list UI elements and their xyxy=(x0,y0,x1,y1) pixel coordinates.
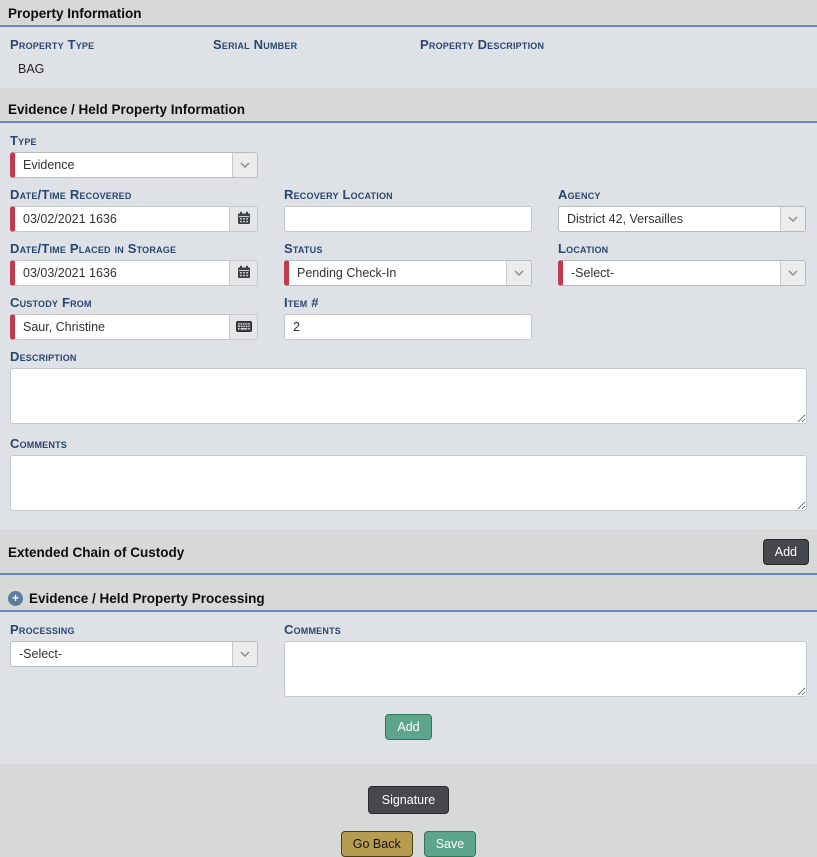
date-storage-field xyxy=(10,241,258,286)
property-info-panel xyxy=(0,27,817,88)
evidence-info-title: Evidence / Held Property Information xyxy=(8,102,246,117)
property-info-header xyxy=(0,0,817,27)
processing-comments-field xyxy=(284,622,807,700)
type-field xyxy=(10,133,258,178)
description-field xyxy=(10,349,807,427)
status-select[interactable] xyxy=(284,260,532,286)
calendar-icon xyxy=(237,265,251,282)
go-back-button[interactable]: Go Back xyxy=(341,831,413,857)
keyboard-icon xyxy=(236,320,252,335)
type-label: Type xyxy=(10,133,37,148)
evidence-info-panel xyxy=(0,123,817,529)
recovery-location-input[interactable] xyxy=(284,206,532,232)
custody-from-input[interactable] xyxy=(10,314,230,340)
type-select[interactable] xyxy=(10,152,258,178)
chevron-down-icon xyxy=(780,261,805,285)
location-select[interactable] xyxy=(558,260,806,286)
processing-section xyxy=(0,585,817,764)
property-description-value xyxy=(420,56,807,80)
comments-label: Comments xyxy=(10,436,67,451)
date-storage-calendar-button[interactable] xyxy=(230,260,258,286)
agency-select-value: District 42, Versailles xyxy=(567,212,684,226)
property-info-section xyxy=(0,0,817,88)
processing-title: Evidence / Held Property Processing xyxy=(29,591,265,606)
agency-field xyxy=(558,187,806,232)
recovery-location-label: Recovery Location xyxy=(284,187,393,202)
processing-panel xyxy=(0,612,817,764)
date-recovered-input[interactable] xyxy=(10,206,230,232)
item-number-label: Item # xyxy=(284,295,319,310)
processing-field xyxy=(10,622,258,700)
processing-select-value: -Select- xyxy=(19,647,63,661)
chevron-down-icon xyxy=(780,207,805,231)
custody-from-field xyxy=(10,295,258,340)
custody-from-lookup-button[interactable] xyxy=(230,314,258,340)
processing-label: Processing xyxy=(10,622,75,637)
property-info-title: Property Information xyxy=(8,6,142,21)
comments-field xyxy=(10,436,807,514)
chevron-down-icon xyxy=(232,153,257,177)
chevron-down-icon xyxy=(506,261,531,285)
property-type-value: BAG xyxy=(18,62,45,76)
processing-select[interactable] xyxy=(10,641,258,667)
chain-of-custody-title: Extended Chain of Custody xyxy=(8,544,185,560)
status-select-value: Pending Check-In xyxy=(297,266,397,280)
save-button[interactable]: Save xyxy=(424,831,477,857)
location-field xyxy=(558,241,806,286)
date-recovered-calendar-button[interactable] xyxy=(230,206,258,232)
processing-comments-label: Comments xyxy=(284,622,341,637)
chain-of-custody-add-button[interactable]: Add xyxy=(763,539,809,565)
item-number-field xyxy=(284,295,532,340)
comments-textarea[interactable] xyxy=(10,455,807,511)
status-label: Status xyxy=(284,241,323,256)
processing-add-button[interactable]: Add xyxy=(385,714,431,740)
plus-circle-icon[interactable]: + xyxy=(8,591,23,606)
date-storage-input[interactable] xyxy=(10,260,230,286)
calendar-icon xyxy=(237,211,251,228)
processing-comments-textarea[interactable] xyxy=(284,641,807,697)
chevron-down-icon xyxy=(232,642,257,666)
serial-number-value xyxy=(213,56,420,80)
location-label: Location xyxy=(558,241,609,256)
processing-header[interactable] xyxy=(0,585,817,612)
description-textarea[interactable] xyxy=(10,368,807,424)
agency-select[interactable] xyxy=(558,206,806,232)
status-field xyxy=(284,241,532,286)
item-number-input[interactable] xyxy=(284,314,532,340)
property-description-label: Property Description xyxy=(420,37,545,52)
date-storage-label: Date/Time Placed in Storage xyxy=(10,241,177,256)
property-type-label: Property Type xyxy=(10,37,95,52)
date-recovered-field xyxy=(10,187,258,232)
date-recovered-label: Date/Time Recovered xyxy=(10,187,132,202)
recovery-location-field xyxy=(284,187,532,232)
evidence-info-section xyxy=(0,96,817,529)
evidence-info-header xyxy=(0,96,817,123)
location-select-value: -Select- xyxy=(571,266,615,280)
footer-actions xyxy=(0,764,817,857)
description-label: Description xyxy=(10,349,77,364)
signature-button[interactable]: Signature xyxy=(368,786,450,814)
custody-from-label: Custody From xyxy=(10,295,92,310)
chain-of-custody-header xyxy=(0,529,817,575)
type-select-value: Evidence xyxy=(23,158,75,172)
agency-label: Agency xyxy=(558,187,601,202)
serial-number-label: Serial Number xyxy=(213,37,298,52)
